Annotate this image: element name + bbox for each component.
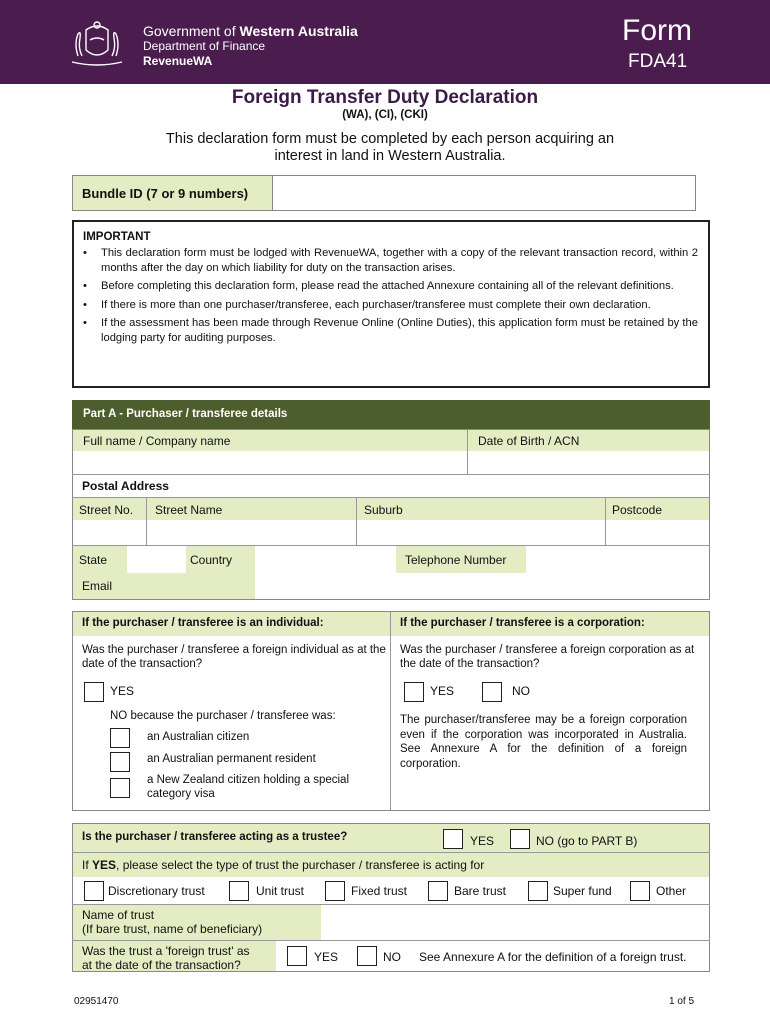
foreign-trust-question: Was the trust a 'foreign trust' as bbox=[82, 944, 250, 958]
divider bbox=[72, 474, 710, 475]
postcode-field[interactable] bbox=[606, 520, 709, 544]
nz-citizen-checkbox[interactable] bbox=[110, 778, 130, 798]
telephone-label: Telephone Number bbox=[396, 546, 526, 573]
important-title: IMPORTANT bbox=[83, 231, 151, 243]
document-number: 02951470 bbox=[74, 996, 119, 1007]
postcode-label: Postcode bbox=[606, 498, 709, 520]
part-a-heading: Part A - Purchaser / transferee details bbox=[72, 400, 710, 430]
page-title: Foreign Transfer Duty Declaration bbox=[231, 87, 539, 108]
trustee-yes-label: YES bbox=[470, 834, 495, 848]
foreign-trust-question-2: at the date of the transaction? bbox=[82, 958, 241, 972]
telephone-field[interactable] bbox=[526, 546, 709, 573]
trust-name-sublabel: (If bare trust, name of beneficiary) bbox=[82, 922, 263, 936]
unit-trust-label: Unit trust bbox=[256, 884, 305, 898]
bare-trust-checkbox[interactable] bbox=[428, 881, 448, 901]
bare-trust-label: Bare trust bbox=[454, 884, 507, 898]
foreign-trust-yes-checkbox[interactable] bbox=[287, 946, 307, 966]
full-name-field[interactable] bbox=[73, 451, 467, 474]
full-name-label: Full name / Company name bbox=[73, 430, 467, 451]
page-subtitle: (WA), (CI), (CKI) bbox=[342, 109, 428, 121]
suburb-label: Suburb bbox=[357, 498, 605, 520]
corporation-note: The purchaser/transferee may be a foreign corporation even if the corporation was incorporated in Australia. See Annexure A for the definition of a foreign corporation. bbox=[400, 714, 687, 770]
bundle-id-label: Bundle ID (7 or 9 numbers) bbox=[73, 176, 273, 210]
individual-no-because: NO because the purchaser / transferee was: bbox=[110, 710, 336, 722]
corporation-yes-checkbox[interactable] bbox=[404, 682, 424, 702]
bundle-id-field[interactable] bbox=[274, 176, 695, 210]
form-code: FDA41 bbox=[628, 51, 688, 72]
other-trust-checkbox[interactable] bbox=[630, 881, 650, 901]
trust-name-label: Name of trust bbox=[82, 908, 155, 922]
email-label: Email bbox=[73, 573, 255, 599]
state-label: State bbox=[73, 546, 127, 573]
street-name-field[interactable] bbox=[147, 520, 356, 544]
form-word: Form bbox=[622, 14, 692, 47]
country-field[interactable] bbox=[255, 546, 396, 573]
corporation-no-checkbox[interactable] bbox=[482, 682, 502, 702]
corporation-question: Was the purchaser / transferee a foreign corporation as at the date of the transaction? bbox=[400, 644, 695, 670]
foreign-trust-note: See Annexure A for the definition of a foreign trust. bbox=[419, 950, 687, 964]
other-trust-label: Other bbox=[656, 884, 687, 898]
individual-question: Was the purchaser / transferee a foreign individual as at the date of the transaction? bbox=[82, 644, 386, 670]
permanent-resident-checkbox[interactable] bbox=[110, 752, 130, 772]
wa-crest-logo bbox=[64, 16, 130, 70]
important-list bbox=[82, 246, 698, 349]
super-fund-label: Super fund bbox=[553, 884, 612, 898]
australian-citizen-checkbox[interactable] bbox=[110, 728, 130, 748]
trustee-no-checkbox[interactable] bbox=[510, 829, 530, 849]
state-field[interactable] bbox=[127, 546, 186, 573]
trust-name-field[interactable] bbox=[321, 905, 709, 940]
page-number: 1 of 5 bbox=[669, 996, 695, 1007]
dob-field[interactable] bbox=[468, 451, 709, 474]
street-name-label: Street Name bbox=[147, 498, 356, 520]
individual-yes-checkbox[interactable] bbox=[84, 682, 104, 702]
department-name: Department of Finance bbox=[143, 39, 266, 53]
government-name: Government of Western Australia bbox=[143, 23, 358, 39]
postal-address-label: Postal Address bbox=[82, 479, 169, 493]
super-fund-checkbox[interactable] bbox=[528, 881, 548, 901]
agency-name: RevenueWA bbox=[143, 54, 213, 68]
important-item: • This declaration form must be lodged with RevenueWA, together with a copy of the relevant transaction record, within 2 months after the day on which liability for duty on the transaction arises. bbox=[82, 246, 698, 275]
fixed-trust-label: Fixed trust bbox=[351, 884, 408, 898]
trustee-no-label: NO (go to PART B) bbox=[536, 834, 638, 848]
street-no-field[interactable] bbox=[73, 520, 146, 544]
corporation-heading: If the purchaser / transferee is a corporation: bbox=[400, 617, 645, 629]
dob-label: Date of Birth / ACN bbox=[468, 430, 709, 451]
foreign-trust-no-label: NO bbox=[383, 950, 401, 964]
trust-type-heading: If YES, please select the type of trust the purchaser / transferee is acting for bbox=[82, 858, 485, 872]
unit-trust-checkbox[interactable] bbox=[229, 881, 249, 901]
discretionary-trust-checkbox[interactable] bbox=[84, 881, 104, 901]
suburb-field[interactable] bbox=[357, 520, 605, 544]
trustee-question: Is the purchaser / transferee acting as a trustee? bbox=[82, 831, 348, 843]
corporation-no-label: NO bbox=[512, 684, 530, 698]
individual-yes-label: YES bbox=[110, 684, 135, 698]
street-no-label: Street No. bbox=[73, 498, 146, 520]
nz-citizen-label: a New Zealand citizen holding a special category visa bbox=[147, 774, 350, 800]
trustee-yes-checkbox[interactable] bbox=[443, 829, 463, 849]
important-item: • Before completing this declaration form, please read the attached Annexure containing all of the relevant definitions. bbox=[82, 279, 698, 294]
country-label: Country bbox=[186, 546, 255, 573]
australian-citizen-label: an Australian citizen bbox=[147, 731, 250, 743]
permanent-resident-label: an Australian permanent resident bbox=[147, 753, 316, 765]
corporation-yes-label: YES bbox=[430, 684, 455, 698]
fixed-trust-checkbox[interactable] bbox=[325, 881, 345, 901]
foreign-trust-yes-label: YES bbox=[314, 950, 339, 964]
foreign-trust-no-checkbox[interactable] bbox=[357, 946, 377, 966]
divider bbox=[390, 612, 391, 810]
important-item: • If there is more than one purchaser/transferee, each purchaser/transferee must complete their own declaration. bbox=[82, 298, 698, 313]
discretionary-trust-label: Discretionary trust bbox=[108, 884, 205, 898]
email-field[interactable] bbox=[255, 573, 709, 599]
individual-heading: If the purchaser / transferee is an individual: bbox=[82, 617, 324, 629]
important-item: • If the assessment has been made through Revenue Online (Online Duties), this application form must be retained by the lodging party for auditing purposes. bbox=[82, 316, 698, 345]
intro-text: This declaration form must be completed by each person acquiring an interest in land in Western Australia. bbox=[165, 131, 615, 164]
